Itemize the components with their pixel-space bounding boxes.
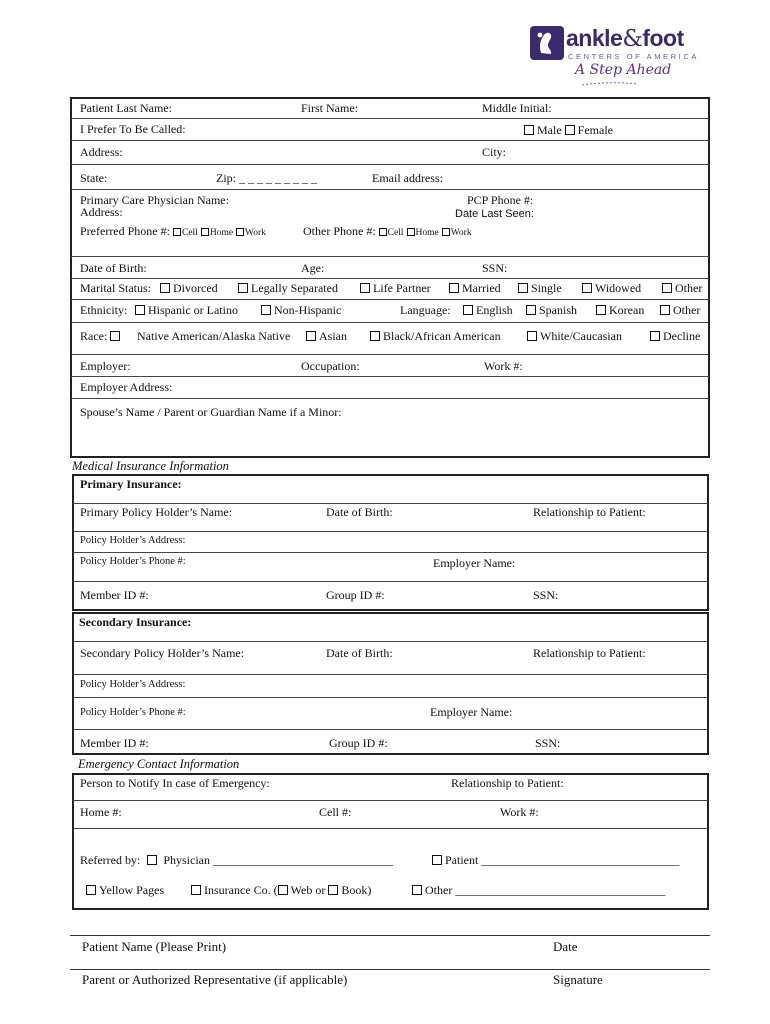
logo-subtitle: CENTERS OF AMERICA [568, 52, 699, 61]
web-label: Web [290, 883, 313, 897]
insurance-co-label: Insurance Co. ( [204, 883, 278, 897]
work-number-label: Work #: [484, 359, 523, 373]
address-label: Address: [80, 145, 123, 159]
signature-label: Signature [553, 972, 603, 987]
other-work-checkbox[interactable] [442, 228, 450, 236]
date-label: Date [553, 939, 578, 954]
logo-ampersand: & [622, 26, 643, 52]
physician-checkbox[interactable] [147, 855, 157, 865]
secondary-member-id-label: Member ID #: [80, 736, 149, 750]
logo-tagline: A Step Ahead [575, 62, 672, 78]
first-name-label: First Name: [301, 101, 358, 115]
other-home-label: Home [415, 228, 439, 238]
zip-label: Zip: _ _ _ _ _ _ _ _ _ [216, 171, 317, 185]
primary-member-id-label: Member ID #: [80, 588, 149, 602]
prefer-called-label: I Prefer To Be Called: [80, 122, 186, 136]
preferred-phone-row [80, 224, 266, 239]
insurance-section-title: Medical Insurance Information [72, 459, 229, 473]
secondary-group-id-label: Group ID #: [329, 736, 388, 750]
book-label: Book) [341, 883, 372, 897]
patient-name-print-label: Patient Name (Please Print) [82, 939, 227, 954]
korean-label: Korean [609, 303, 645, 317]
yellow-pages-label: Yellow Pages [99, 883, 165, 897]
single-label: Single [531, 281, 562, 295]
yellow-pages-checkbox[interactable] [86, 885, 96, 895]
language-label: Language: [400, 303, 451, 317]
insurance-co-checkbox[interactable] [191, 885, 201, 895]
asian-checkbox[interactable] [306, 331, 316, 341]
secondary-relationship-label: Relationship to Patient: [533, 646, 646, 660]
language-other-label: Other [673, 303, 701, 317]
primary-holder-label: Primary Policy Holder’s Name: [80, 505, 233, 519]
widowed-checkbox[interactable] [582, 283, 592, 293]
foot-logo-icon [530, 26, 564, 60]
widowed-label: Widowed [595, 281, 642, 295]
male-checkbox[interactable] [524, 125, 534, 135]
korean-checkbox[interactable] [596, 305, 606, 315]
emergency-work-label: Work #: [500, 805, 539, 819]
employer-address-label: Employer Address: [80, 380, 173, 394]
logo-name-ankle: ankle [566, 25, 623, 51]
spanish-checkbox[interactable] [526, 305, 536, 315]
divorced-checkbox[interactable] [160, 283, 170, 293]
ssn-label: SSN: [482, 261, 508, 275]
secondary-insurance-title: Secondary Insurance: [79, 615, 192, 629]
divorced-label: Divorced [173, 281, 218, 295]
primary-relationship-label: Relationship to Patient: [533, 505, 646, 519]
white-checkbox[interactable] [527, 331, 537, 341]
patient-referral-checkbox[interactable] [432, 855, 442, 865]
race-label: Race: [80, 329, 108, 343]
or-label: or [315, 883, 326, 897]
other-phone-label: Other Phone #: [303, 224, 376, 238]
dob-label: Date of Birth: [80, 261, 147, 275]
hispanic-checkbox[interactable] [135, 305, 145, 315]
life-partner-checkbox[interactable] [360, 283, 370, 293]
city-label: City: [482, 145, 507, 159]
employer-label: Employer: [80, 359, 131, 373]
physician-label: Physician ______________________________ [163, 853, 393, 867]
other-phone-row [303, 224, 472, 239]
secondary-dob-label: Date of Birth: [326, 646, 393, 660]
single-checkbox[interactable] [518, 283, 528, 293]
life-partner-label: Life Partner [373, 281, 431, 295]
secondary-holder-phone-label: Policy Holder’s Phone #: [80, 707, 186, 718]
asian-label: Asian [319, 329, 347, 343]
date-last-seen-label: Date Last Seen: [455, 208, 534, 220]
state-label: State: [80, 171, 108, 185]
white-label: White/Caucasian [540, 329, 622, 343]
native-checkbox[interactable] [110, 331, 120, 341]
spouse-guardian-label: Spouse’s Name / Parent or Guardian Name if a Minor: [80, 405, 342, 419]
black-label: Black/African American [383, 329, 501, 343]
secondary-holder-address-label: Policy Holder’s Address: [80, 679, 186, 690]
marital-status-label: Marital Status: [80, 281, 151, 295]
other-cell-checkbox[interactable] [379, 228, 387, 236]
web-checkbox[interactable] [278, 885, 288, 895]
preferred-phone-label: Preferred Phone #: [80, 224, 170, 238]
native-label: Native American/Alaska Native [137, 329, 291, 343]
primary-employer-name-label: Employer Name: [433, 556, 516, 570]
spanish-label: Spanish [539, 303, 578, 317]
preferred-home-checkbox[interactable] [201, 228, 209, 236]
emergency-person-label: Person to Notify In case of Emergency: [80, 776, 270, 790]
black-checkbox[interactable] [370, 331, 380, 341]
secondary-ssn-label: SSN: [535, 736, 561, 750]
english-checkbox[interactable] [463, 305, 473, 315]
primary-group-id-label: Group ID #: [326, 588, 385, 602]
non-hispanic-checkbox[interactable] [261, 305, 271, 315]
occupation-label: Occupation: [301, 359, 360, 373]
legally-separated-label: Legally Separated [251, 281, 338, 295]
secondary-employer-name-label: Employer Name: [430, 705, 513, 719]
referral-other-label: Other ___________________________________ [425, 883, 666, 897]
emergency-cell-label: Cell #: [319, 805, 352, 819]
married-label: Married [462, 281, 501, 295]
primary-holder-phone-label: Policy Holder’s Phone #: [80, 556, 186, 567]
tagline-underline-icon [580, 80, 640, 88]
pcp-address-label: Address: [80, 205, 123, 219]
email-label: Email address: [372, 171, 443, 185]
gender-options [524, 123, 613, 138]
primary-holder-address-label: Policy Holder’s Address: [80, 535, 186, 546]
preferred-home-label: Home [209, 228, 234, 238]
decline-label: Decline [663, 329, 701, 343]
middle-initial-label: Middle Initial: [482, 101, 552, 115]
logo [530, 22, 720, 92]
emergency-home-label: Home #: [80, 805, 122, 819]
referred-by-label: Referred by: [80, 853, 141, 867]
book-checkbox[interactable] [328, 885, 338, 895]
male-label: Male [537, 123, 562, 137]
legally-separated-checkbox[interactable] [238, 283, 248, 293]
secondary-holder-label: Secondary Policy Holder’s Name: [80, 646, 245, 660]
primary-insurance-title: Primary Insurance: [80, 477, 182, 491]
referral-other-checkbox[interactable] [412, 885, 422, 895]
emergency-section-title: Emergency Contact Information [78, 757, 240, 771]
preferred-cell-label: Cell [181, 228, 198, 238]
patient-last-name-label: Patient Last Name: [80, 101, 172, 115]
female-label: Female [577, 123, 613, 137]
marital-other-label: Other [675, 281, 703, 295]
pcp-name-label: Primary Care Physician Name: [80, 193, 229, 207]
emergency-relationship-label: Relationship to Patient: [451, 776, 564, 790]
referral-row-1 [80, 853, 393, 868]
patient-referral-label: Patient _________________________________ [445, 853, 680, 867]
preferred-work-label: Work [245, 228, 266, 238]
primary-dob-label: Date of Birth: [326, 505, 393, 519]
married-checkbox[interactable] [449, 283, 459, 293]
other-home-checkbox[interactable] [407, 228, 415, 236]
preferred-work-checkbox[interactable] [236, 228, 244, 236]
primary-ssn-label: SSN: [533, 588, 559, 602]
ethnicity-label: Ethnicity: [80, 303, 128, 317]
other-work-label: Work [450, 228, 472, 238]
hispanic-label: Hispanic or Latino [148, 303, 238, 317]
female-checkbox[interactable] [565, 125, 575, 135]
other-cell-label: Cell [387, 228, 404, 238]
age-label: Age: [301, 261, 325, 275]
language-other-checkbox[interactable] [660, 305, 670, 315]
decline-checkbox[interactable] [650, 331, 660, 341]
pcp-phone-label: PCP Phone #: [467, 193, 534, 207]
logo-name-foot: foot [642, 25, 684, 51]
english-label: English [476, 303, 513, 317]
preferred-cell-checkbox[interactable] [173, 228, 181, 236]
representative-label: Parent or Authorized Representative (if applicable) [82, 972, 348, 987]
non-hispanic-label: Non-Hispanic [274, 303, 342, 317]
marital-other-checkbox[interactable] [662, 283, 672, 293]
